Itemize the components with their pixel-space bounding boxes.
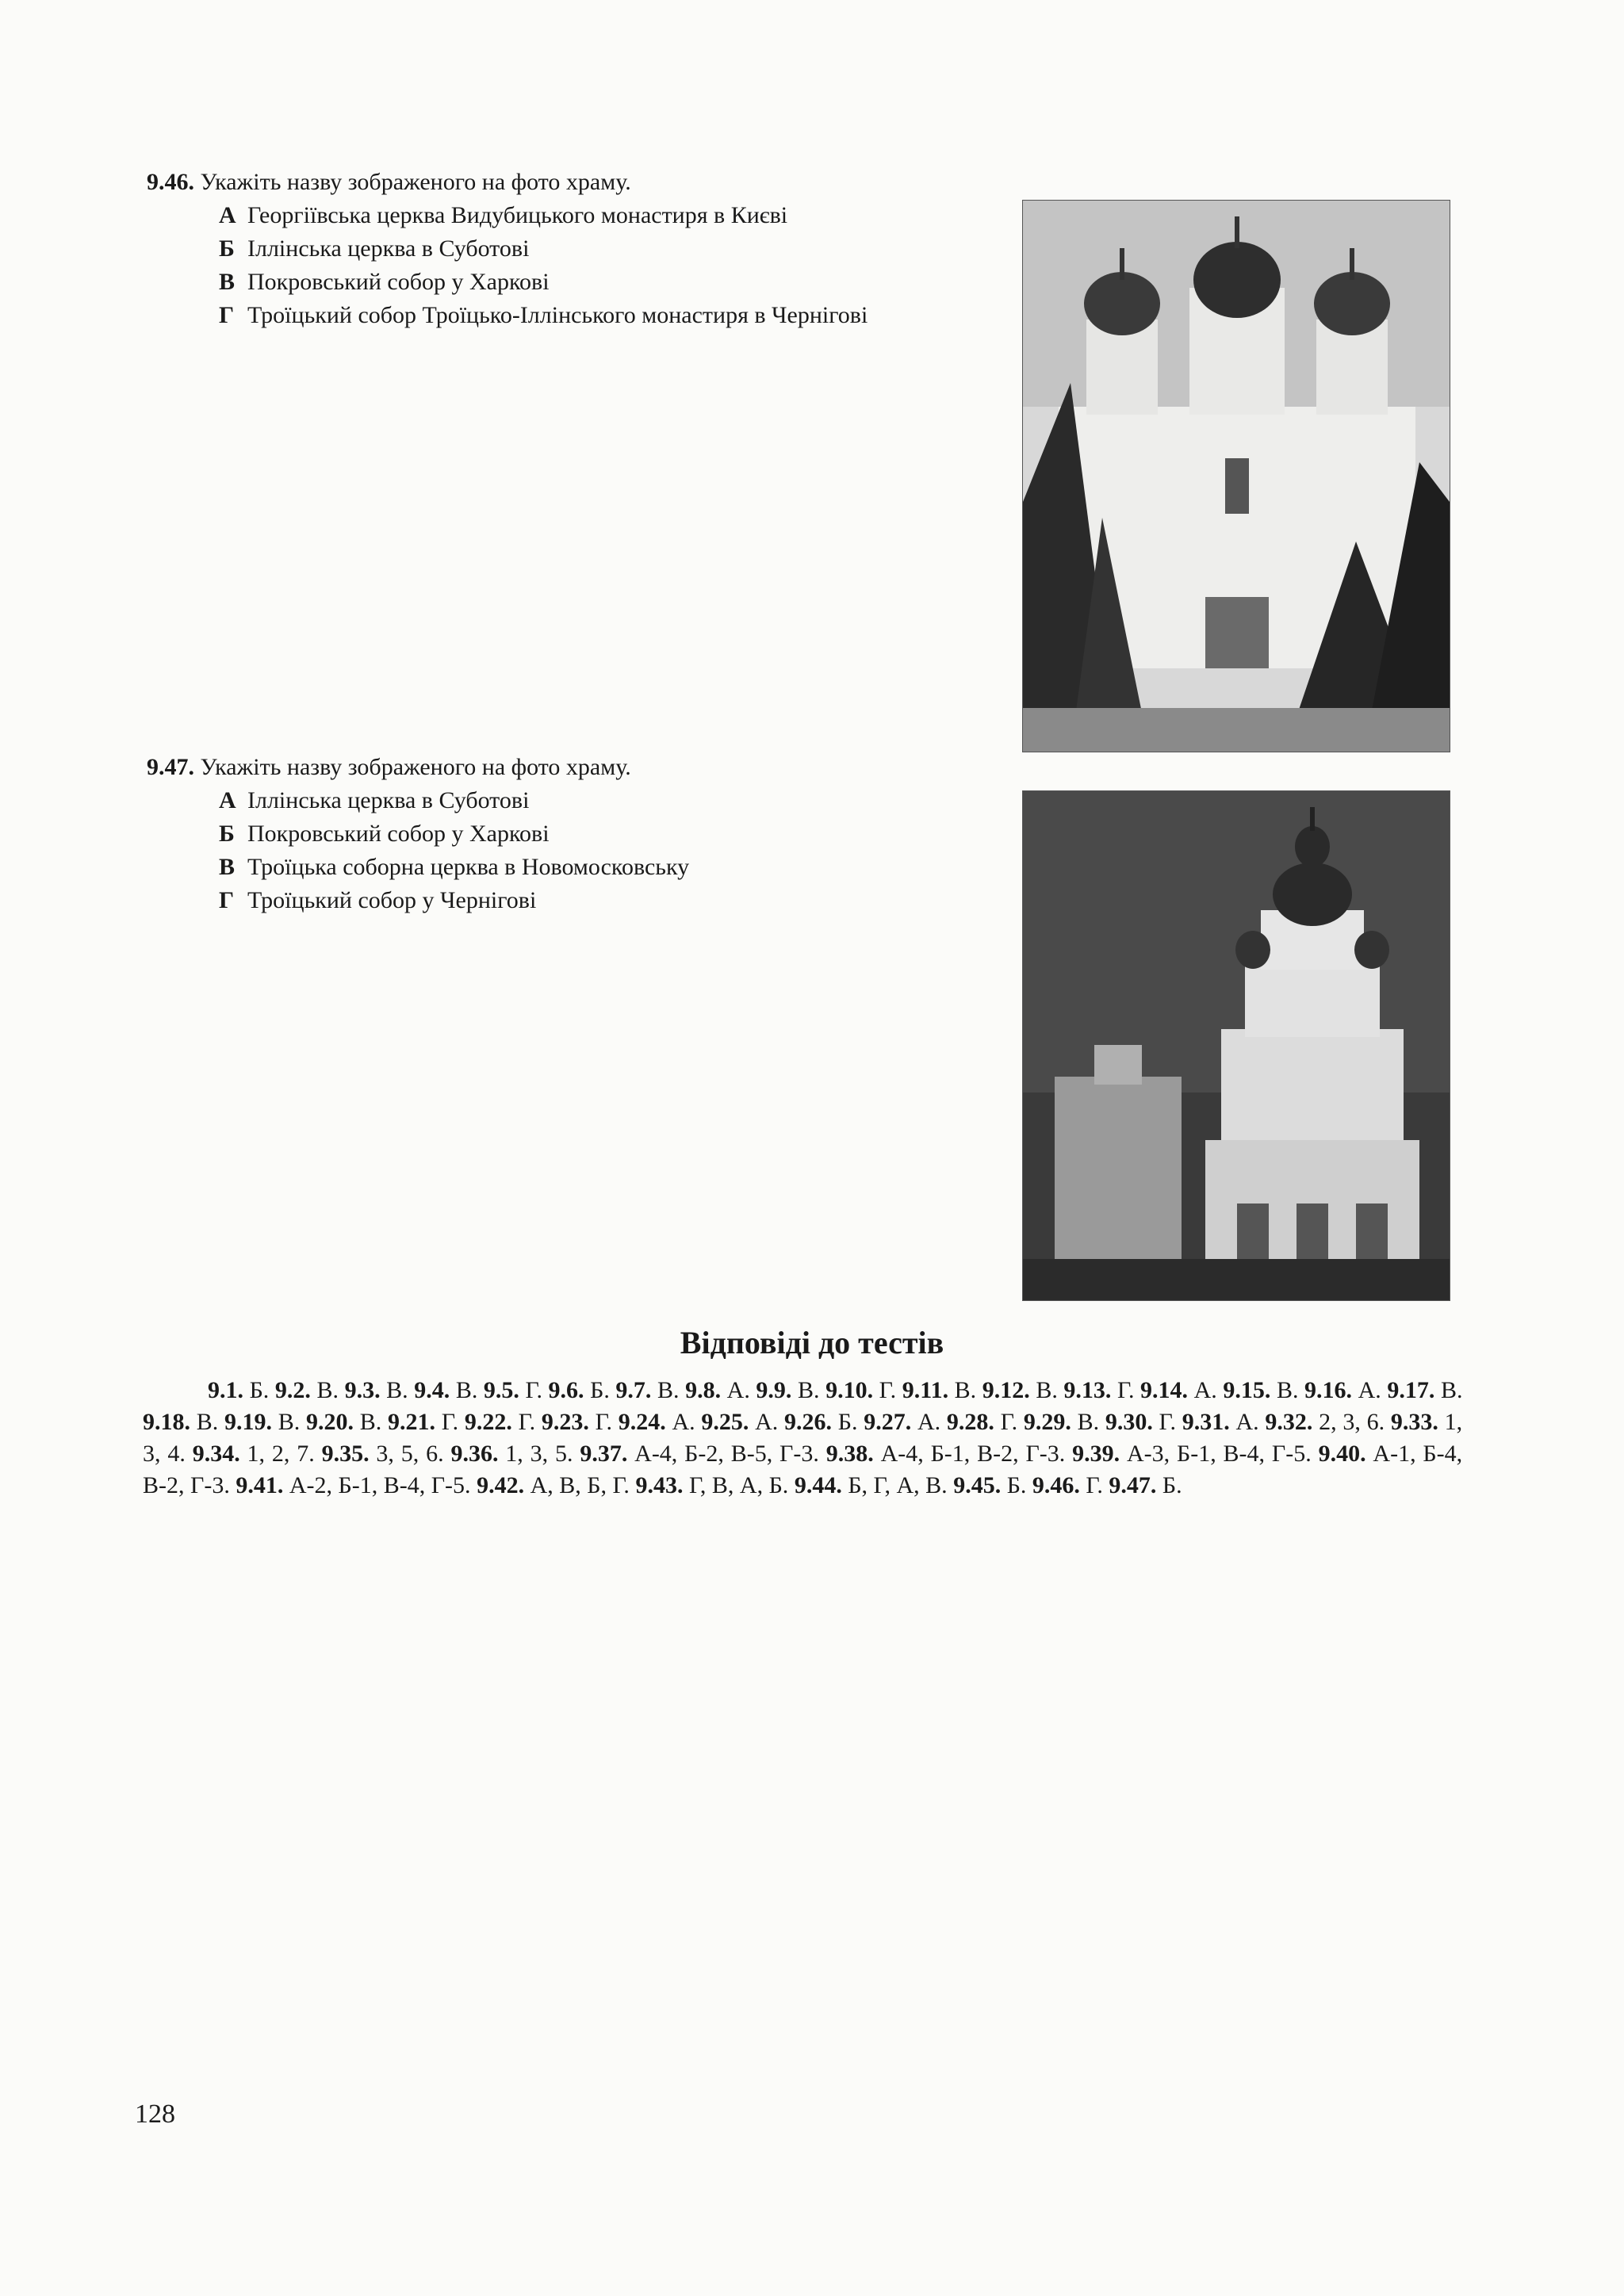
option-letter: А [219, 787, 236, 813]
answer-number: 9.28. [946, 1409, 994, 1435]
answer-number: 9.1. [208, 1377, 243, 1403]
answer-value: В. [455, 1377, 478, 1403]
answer-number: 9.32. [1265, 1409, 1313, 1435]
answer-value: В. [954, 1377, 977, 1403]
option-text: Іллінська церква в Суботові [247, 787, 530, 813]
option-text: Покровський собор у Харкові [247, 269, 550, 295]
answer-option-a [219, 784, 987, 817]
answer-value: А. [726, 1377, 750, 1403]
answer-value: Б, Г, А, В. [848, 1472, 948, 1498]
answer-value: В. [1276, 1377, 1299, 1403]
answer-value: А-1, Б-4, В-2, Г-3. [143, 1441, 1463, 1498]
answer-value: В. [1077, 1409, 1100, 1435]
option-letter: В [219, 269, 236, 295]
answer-value: В. [196, 1409, 219, 1435]
answer-value: Б. [590, 1377, 610, 1403]
answer-number: 9.24. [618, 1409, 666, 1435]
answers-heading: Відповіді до тестів [680, 1325, 944, 1360]
answer-value: Г. [1117, 1377, 1135, 1403]
answer-value: А-4, Б-1, В-2, Г-3. [880, 1441, 1066, 1467]
answer-value: В. [359, 1409, 382, 1435]
answer-number: 9.20. [305, 1409, 354, 1435]
answers-list [143, 1375, 1462, 1502]
answer-number: 9.30. [1105, 1409, 1153, 1435]
answer-number: 9.35. [321, 1441, 370, 1467]
answer-options [219, 199, 987, 332]
answer-value: А. [672, 1409, 695, 1435]
answer-value: Б. [1162, 1472, 1182, 1498]
answer-option-h [219, 299, 987, 332]
answer-value: А. [1235, 1409, 1259, 1435]
answer-number: 9.13. [1063, 1377, 1112, 1403]
answer-value: А, В, Б, Г. [530, 1472, 630, 1498]
answer-number: 9.10. [825, 1377, 874, 1403]
answer-number: 9.41. [236, 1472, 284, 1498]
answer-number: 9.39. [1072, 1441, 1120, 1467]
question-9-46 [147, 166, 987, 332]
answer-value: А. [1193, 1377, 1217, 1403]
cathedral-photo-9-47 [1022, 790, 1450, 1301]
answer-number: 9.8. [685, 1377, 722, 1403]
answer-value: Г. [1000, 1409, 1018, 1435]
answer-value: Г. [525, 1377, 542, 1403]
answer-value: В. [1440, 1377, 1463, 1403]
answer-value: Г. [518, 1409, 536, 1435]
answer-option-a [219, 199, 987, 232]
answer-options [219, 784, 987, 917]
option-letter: В [219, 854, 236, 880]
answer-value: 1, 3, 4. [143, 1409, 1463, 1467]
answer-value: Г. [1086, 1472, 1103, 1498]
answer-value: В. [657, 1377, 680, 1403]
answer-value: Б. [837, 1409, 858, 1435]
question-number: 9.46. [147, 169, 194, 195]
answer-number: 9.36. [450, 1441, 499, 1467]
option-text: Троїцький собор у Чернігові [247, 887, 537, 913]
answer-value: А. [755, 1409, 779, 1435]
option-text: Троїцький собор Троїцько-Іллінського монастиря в Чернігові [247, 302, 868, 328]
answer-number: 9.5. [483, 1377, 519, 1403]
answer-option-v [219, 266, 987, 299]
answer-value: Б. [1006, 1472, 1027, 1498]
question-prompt: Укажіть назву зображеного на фото храму. [200, 169, 631, 195]
answer-number: 9.47. [1109, 1472, 1157, 1498]
option-letter: Г [219, 302, 235, 328]
question-prompt-line [147, 751, 987, 784]
question-prompt: Укажіть назву зображеного на фото храму. [200, 754, 631, 780]
answer-number: 9.15. [1223, 1377, 1271, 1403]
answer-number: 9.17. [1387, 1377, 1435, 1403]
cathedral-photo-9-46 [1022, 200, 1450, 752]
answer-value: Г, В, А, Б. [688, 1472, 789, 1498]
answer-value: В. [1036, 1377, 1058, 1403]
answer-number: 9.31. [1182, 1409, 1230, 1435]
answer-number: 9.2. [274, 1377, 311, 1403]
answer-value: А-4, Б-2, В-5, Г-3. [634, 1441, 819, 1467]
answer-number: 9.46. [1032, 1472, 1080, 1498]
option-text: Іллінська церква в Суботові [247, 235, 530, 262]
answer-number: 9.45. [953, 1472, 1002, 1498]
answer-number: 9.34. [192, 1441, 240, 1467]
option-letter: Б [219, 821, 235, 847]
answer-value: 1, 3, 5. [505, 1441, 573, 1467]
answer-value: А-3, Б-1, В-4, Г-5. [1127, 1441, 1312, 1467]
answer-number: 9.33. [1390, 1409, 1438, 1435]
answer-number: 9.3. [344, 1377, 381, 1403]
answer-number: 9.26. [784, 1409, 833, 1435]
answer-number: 9.40. [1318, 1441, 1366, 1467]
answer-number: 9.16. [1304, 1377, 1353, 1403]
option-text: Покровський собор у Харкові [247, 821, 550, 847]
answer-value: Г. [441, 1409, 459, 1435]
option-letter: А [219, 202, 236, 228]
answer-option-b [219, 232, 987, 266]
question-9-47 [147, 751, 987, 917]
answer-number: 9.22. [464, 1409, 512, 1435]
answer-number: 9.44. [794, 1472, 842, 1498]
answer-number: 9.23. [541, 1409, 589, 1435]
answer-number: 9.18. [143, 1409, 190, 1435]
answer-number: 9.42. [477, 1472, 525, 1498]
answer-value: Г. [595, 1409, 613, 1435]
answer-number: 9.6. [548, 1377, 584, 1403]
answer-option-b [219, 817, 987, 851]
option-text: Георгіївська церква Видубицького монастиря в Києві [247, 202, 788, 228]
answer-option-h [219, 884, 987, 917]
answer-value: 1, 2, 7. [247, 1441, 315, 1467]
answer-number: 9.11. [902, 1377, 949, 1403]
answer-value: Г. [1159, 1409, 1177, 1435]
answer-value: В. [798, 1377, 820, 1403]
answer-value: В. [386, 1377, 408, 1403]
answer-number: 9.25. [701, 1409, 749, 1435]
answer-number: 9.38. [825, 1441, 874, 1467]
answer-value: А-2, Б-1, В-4, Г-5. [289, 1472, 471, 1498]
answer-number: 9.37. [580, 1441, 628, 1467]
answer-value: В. [316, 1377, 339, 1403]
option-text: Троїцька соборна церква в Новомосковську [247, 854, 690, 880]
answer-number: 9.9. [756, 1377, 792, 1403]
page-number: 128 [135, 2099, 175, 2129]
answer-number: 9.12. [982, 1377, 1030, 1403]
option-letter: Б [219, 235, 235, 262]
answer-value: 2, 3, 6. [1319, 1409, 1385, 1435]
answer-number: 9.4. [414, 1377, 450, 1403]
answer-option-v [219, 851, 987, 884]
answer-number: 9.7. [615, 1377, 652, 1403]
question-number: 9.47. [147, 754, 194, 780]
answer-value: Б. [249, 1377, 270, 1403]
answer-value: А. [917, 1409, 941, 1435]
answer-number: 9.14. [1140, 1377, 1189, 1403]
answer-value: А. [1358, 1377, 1381, 1403]
answer-number: 9.29. [1023, 1409, 1071, 1435]
option-letter: Г [219, 887, 235, 913]
answer-number: 9.21. [387, 1409, 435, 1435]
answer-value: 3, 5, 6. [376, 1441, 444, 1467]
answer-number: 9.19. [224, 1409, 272, 1435]
answer-value: В. [278, 1409, 301, 1435]
question-prompt-line [147, 166, 987, 199]
answer-number: 9.43. [635, 1472, 684, 1498]
answer-value: Г. [879, 1377, 897, 1403]
answer-number: 9.27. [864, 1409, 912, 1435]
